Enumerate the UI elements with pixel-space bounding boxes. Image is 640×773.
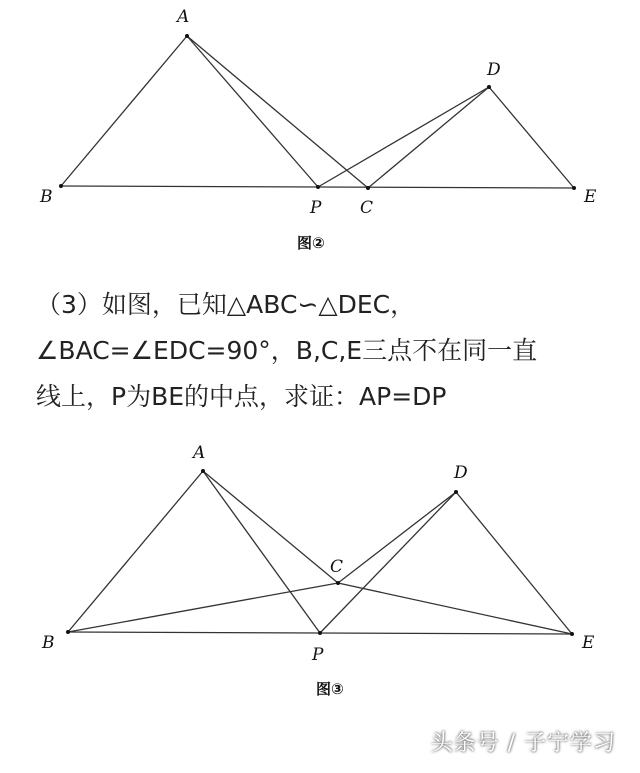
segment-BA: [68, 471, 203, 632]
watermark: 头条号 / 子宁学习: [430, 731, 616, 756]
segment-BA: [61, 36, 187, 186]
segment-DE: [489, 87, 574, 188]
point-E: [572, 186, 576, 190]
problem-statement: [36, 282, 626, 420]
figure-2-caption: 图②: [297, 234, 325, 252]
label-D: D: [454, 463, 468, 483]
segment-BC: [68, 583, 338, 632]
problem-line-2: ∠BAC=∠EDC=90°，B,C,E三点不在同一直: [36, 336, 538, 365]
label-C: C: [330, 557, 344, 577]
point-B: [59, 184, 63, 188]
figure-3-diagram: [0, 436, 640, 736]
problem-line-1: （3）如图，已知△ABC∽△DEC，: [36, 290, 416, 319]
segment-AP: [203, 471, 320, 633]
label-P: P: [310, 198, 322, 218]
figure-2-diagram: [0, 0, 640, 270]
label-A: A: [177, 7, 190, 27]
figure-3-caption: 图③: [316, 680, 344, 698]
label-P: P: [312, 645, 324, 665]
label-C: C: [360, 198, 374, 218]
point-E: [570, 632, 574, 636]
segment-CD: [338, 492, 456, 583]
segment-CD: [368, 87, 489, 188]
segment-PD: [318, 87, 489, 187]
label-B: B: [40, 187, 53, 207]
point-A: [185, 34, 189, 38]
label-E: E: [584, 187, 597, 207]
figure-3: [0, 436, 640, 736]
label-B: B: [42, 633, 55, 653]
segment-AC: [203, 471, 338, 583]
segment-AP: [187, 36, 318, 187]
point-P: [318, 631, 322, 635]
segment-AC: [187, 36, 368, 188]
point-C: [336, 581, 340, 585]
point-A: [201, 469, 205, 473]
point-C: [366, 186, 370, 190]
point-P: [316, 185, 320, 189]
point-B: [66, 630, 70, 634]
figure-2: [0, 0, 640, 270]
point-D: [487, 85, 491, 89]
problem-line-3: 线上，P为BE的中点，求证：AP=DP: [36, 382, 447, 411]
label-D: D: [487, 60, 501, 80]
point-D: [454, 490, 458, 494]
label-A: A: [193, 443, 206, 463]
label-E: E: [582, 633, 595, 653]
